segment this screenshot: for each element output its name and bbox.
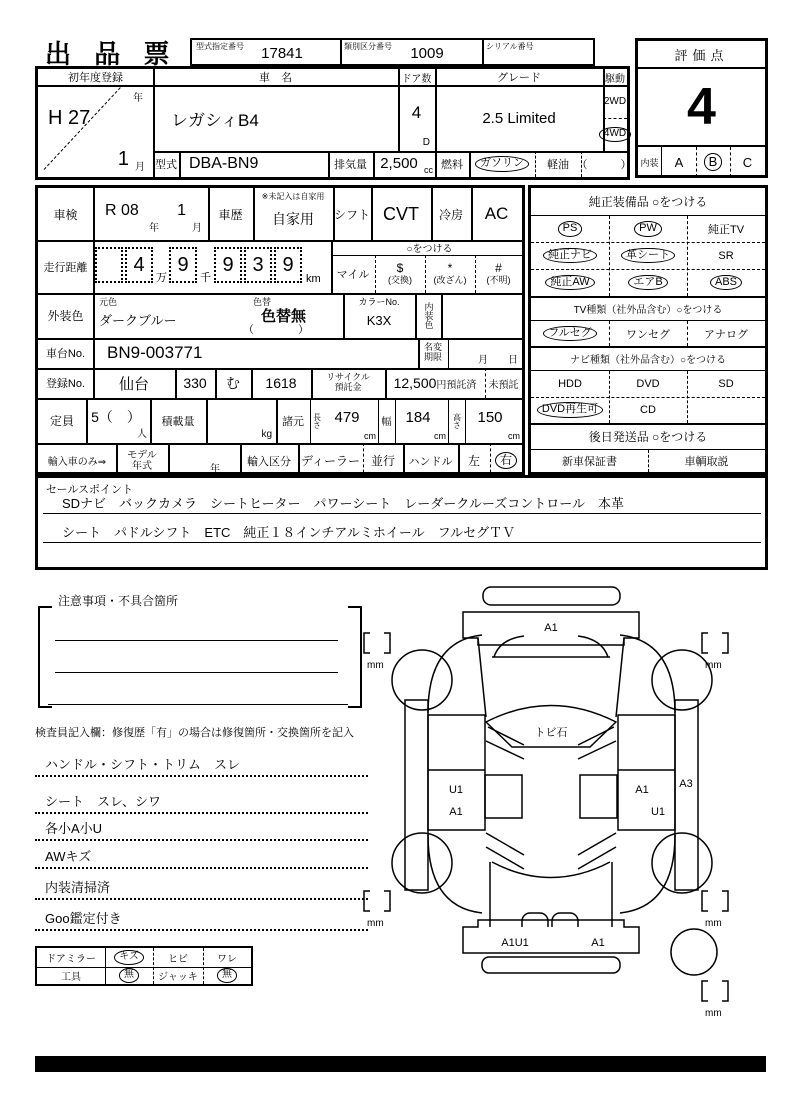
tv-oneseg: ワンセグ [626,328,670,341]
import-dealer: ディーラー [300,454,361,468]
inspector-item: 各小A小U [45,821,103,836]
tools-row-label: 工具 [61,972,81,983]
mileage-digit: 3 [244,247,272,283]
wheel-rear-right [652,833,712,893]
length-unit: cm [364,431,376,441]
bracket-left [38,606,52,708]
doors-value: 4 [411,103,422,122]
mirror-crack: ヒビ [168,954,188,965]
mm-label: mm [367,660,384,671]
day-label: 日 [508,355,518,366]
fuel-option-gasoline: ガソリン [469,151,535,177]
diagram-label-front: A1 [544,622,558,634]
first-reg-era: H 27 [48,107,91,129]
ship-later-title: 後日発送品 ○をつける [531,423,765,450]
displacement-unit: cc [424,165,433,175]
right-door-shape [618,715,675,830]
shift-label: シフト [333,207,370,222]
mm-label: mm [705,1008,722,1019]
shaken-era: R 08 [105,202,139,219]
interior-option-c: C [742,154,753,170]
regno-number: 1618 [265,375,297,391]
handle-label: ハンドル [408,455,453,468]
inspector-item: AWキズ [45,849,92,864]
aircon-value: AC [484,204,509,223]
dotted-line [35,839,368,841]
mile-cell: マイル [336,269,370,281]
damage-diagram [352,575,782,1025]
regno-area: 仙台 [118,375,149,393]
first-reg-month: 1 [117,148,129,170]
score-box [635,38,768,178]
month-label: 月 [478,355,488,366]
interior-option-b: B [696,147,730,177]
mileage-mark-title: ○をつける [406,244,453,255]
drive-option-4wd: 4WD [603,118,627,151]
shaken-year-unit: 年 [149,223,159,234]
fuel-other-cell: （ ） [576,159,632,171]
model-year-unit: 年 [210,464,220,475]
color-no-cell [343,293,415,338]
fuel-option-diesel: 軽油 [547,159,569,171]
mirror-tools-table [35,946,253,986]
color-no-value: K3X [366,312,392,328]
blank-line [48,704,348,705]
inspector-item: 内装清掃済 [45,880,111,895]
recycle-deposit: 12,500 円預託済 [393,375,477,391]
car-name-header: 車 名 [259,72,292,84]
mark-unknown: # (不明) [486,261,511,285]
drive-option-2wd: 2WD [603,96,627,107]
chassis-value: BN9-003771 [107,343,203,362]
sen-unit: 千 [200,272,211,284]
header-number-boxes [190,38,595,66]
history-label: 車歴 [218,207,243,222]
recycle-label: リサイクル 預託金 [326,372,370,392]
length-label: 長さ [312,412,322,429]
navi-blank [687,397,765,423]
displacement-label: 排気量 [334,159,367,171]
dotted-line [35,929,368,931]
sales-points-label: セールスポイント [46,484,134,496]
regno-class: 330 [183,375,207,391]
shaken-month: 1 [177,202,186,219]
mileage-label: 走行距離 [43,261,88,274]
mark-tampered: * (改ざん) [433,261,467,285]
diagram-label-right-door-top: A1 [635,784,649,796]
equip-abs: ABS [687,269,765,296]
mirror-row-label: ドアミラー [46,954,96,965]
sales-points-line2: シート パドルシフト ETC 純正１８インチアルミホイール フルセグＴＶ [62,525,516,540]
equip-navi: 純正ナビ [531,242,609,269]
interior-option-a: A [674,154,684,170]
sales-points-box [35,475,768,570]
displacement-cell [373,151,435,177]
equipment-panel [528,185,768,475]
mm-label: mm [367,918,384,929]
load-unit: kg [261,429,272,440]
rename-deadline-label: 名変 期限 [423,342,442,362]
model-code-label: 型式 [155,159,177,171]
type-approval-label: 型式指定番号 [196,42,244,51]
inspector-item: シート スレ、シワ [45,794,161,809]
handle-left: 左 [467,454,480,468]
wheel-front-right [652,650,712,710]
import-parallel: 並行 [370,454,395,468]
height-unit: cm [508,431,520,441]
capacity-unit: 人 [137,429,147,440]
width-cell [395,398,448,443]
vehicle-table [35,66,630,180]
capacity-value: 5（ ） [91,409,141,425]
blank-line [55,672,338,673]
inspector-note: 検査員記入欄：修復歴「有」の場合は修復箇所・交換箇所を記入 [35,727,354,739]
navi-type-title: ナビ種類（社外品含む）○をつける [531,346,765,371]
wheel-rear-left [392,833,452,893]
mirror-broken: ワレ [217,954,237,965]
km-unit: km [306,273,321,285]
score-title: 評価点 [638,41,765,69]
chassis-label: 車台No. [45,348,86,360]
width-unit: cm [434,431,446,441]
mm-label: mm [705,660,722,671]
int-color-label: 内装色 [423,302,434,329]
class-code-label: 類別区分番号 [344,42,392,51]
dotted-line [35,898,368,900]
year-unit: 年 [133,93,143,104]
color-cell [93,293,343,338]
length-cell [323,398,378,443]
equip-leather: 革シート [609,242,687,269]
interior-label: 内装 [638,147,662,177]
mileage-digit: 9 [214,247,242,283]
ship-warranty: 新車保証書 [562,456,617,468]
rename-date-cell [448,338,522,368]
mileage-digits [93,240,331,293]
recycle-not-deposited: 未預託 [488,379,519,391]
diagram-label-left-door-top: U1 [448,784,464,796]
displacement-value: 2,500 [380,154,418,172]
load-cell [206,398,276,443]
equipment-title: 純正装備品 ○をつける [531,188,765,216]
left-rocker-shape [405,700,428,890]
drive-header: 駆動 [605,73,625,85]
diagram-label-right-door-bottom: U1 [650,806,666,818]
diagram-label-rear-right: A1 [591,937,605,949]
dotted-line [35,775,368,777]
mileage-digit: 4 [125,247,153,283]
model-year-cell [168,443,240,478]
capacity-cell [86,398,150,443]
dotted-line [35,867,368,869]
class-code-value: 1009 [410,45,444,62]
diagram-label-windshield: トビ石 [534,727,568,739]
jack-none: 無 [203,967,251,984]
regno-label: 登録No. [45,378,86,390]
shift-value: CVT [383,203,419,224]
wheel-front-left [392,650,452,710]
int-color-value [441,293,522,338]
equip-ps: PS [531,216,609,242]
color-change-label: 色替 [253,297,272,307]
ext-color-label: 外装色 [47,309,84,323]
width-label: 幅 [381,417,392,428]
navi-cd: CD [640,404,656,416]
height-value: 150 [477,408,503,426]
front-bumper-shape [483,587,620,605]
grade-value: 2.5 Limited [482,109,556,127]
detail-table [35,185,525,475]
mark-exchange: $ (交換) [388,261,412,285]
fuel-label: 燃料 [441,159,463,171]
regno-kana: む [226,375,240,391]
width-value: 184 [405,408,431,426]
spare-wheel [671,929,717,975]
doors-unit: D [422,137,430,148]
equip-tv: 純正TV [707,224,745,236]
footer-bar [35,1056,766,1072]
model-code-value: DBA-BN9 [189,155,259,172]
grade-header: グレード [497,72,541,84]
orig-color-label: 元色 [99,297,118,307]
height-cell [465,398,522,443]
shaken-label: 車検 [53,207,78,222]
underline [43,513,761,514]
diagram-label-rear-left: A1U1 [501,937,529,949]
capacity-label: 定員 [49,414,74,428]
navi-sd: SD [718,378,734,390]
tv-type-title: TV種類（社外品含む）○をつける [531,296,765,321]
first-reg-header: 初年度登録 [68,72,123,84]
mileage-digit: 9 [274,247,302,283]
doors-cell [398,85,435,151]
color-change-value: 色替無 [261,308,307,325]
tv-analog: アナログ [704,328,748,341]
height-label: 高さ [452,412,462,429]
import-only-label: 輸入車のみ⇒ [47,457,107,468]
tools-none: 無 [105,967,153,984]
tv-fullseg: フルセグ [531,321,609,346]
load-label: 積載量 [161,415,195,428]
serial-label: シリアル番号 [486,42,534,51]
page-title: 出 品 票 [45,39,178,69]
first-reg-cell [38,85,153,177]
dotted-line [35,812,368,814]
diagram-label-left-door-bottom: A1 [449,806,463,818]
type-approval-value: 17841 [261,45,303,62]
sales-points-line1: SDナビ バックカメラ シートヒーター パワーシート レーダークルーズコントロール 本革 [62,496,624,511]
score-value: 4 [687,78,716,136]
man-unit: 万 [156,272,167,284]
diagram-label-right-rocker: A3 [679,778,693,790]
color-no-label: カラーNo. [358,297,400,307]
mileage-digit: 9 [169,247,197,283]
car-name-value: レガシィB4 [171,110,259,130]
jack-label: ジャッキ [158,972,198,983]
month-unit: 月 [135,162,145,173]
divider [340,40,342,68]
caution-label: 注意事項・不具合箇所 [58,594,179,608]
aircon-label: 冷房 [438,207,463,222]
equip-sr: SR [718,249,734,262]
handle-right: 右 [490,443,522,478]
equip-aw: 純正AW [531,269,609,296]
shaken-cell [93,188,208,240]
orig-color-value: ダークブルー [99,313,177,328]
ship-manual: 車輌取説 [684,456,729,468]
equip-pw: PW [609,216,687,242]
right-rocker-shape [675,700,698,890]
mileage-digit [95,247,123,283]
history-note: ※未記入は自家用 [261,192,325,201]
history-value: 自家用 [272,211,314,227]
doors-header: ドア数 [401,73,432,85]
shaken-month-unit: 月 [192,223,202,234]
model-year-label: モデル 年式 [127,449,157,472]
color-change-paren: （ ） [243,324,309,336]
blank-line [55,640,338,641]
mm-label: mm [705,918,722,929]
navi-dvd-play: DVD再生可 [531,397,609,423]
equip-airbag: エアB [609,269,687,296]
interior-grade-row [638,145,765,175]
underline [43,542,761,543]
navi-dvd: DVD [636,378,660,390]
history-cell [253,188,333,240]
spec-label: 諸元 [282,415,304,428]
divider [482,40,484,68]
import-type-label: 輸入区分 [247,455,291,468]
mirror-scratch: キズ [105,948,153,967]
length-value: 479 [334,408,360,426]
navi-hdd: HDD [558,378,582,390]
inspector-item: ハンドル・シフト・トリム スレ [45,757,241,772]
inspector-item: Goo鑑定付き [45,911,122,926]
